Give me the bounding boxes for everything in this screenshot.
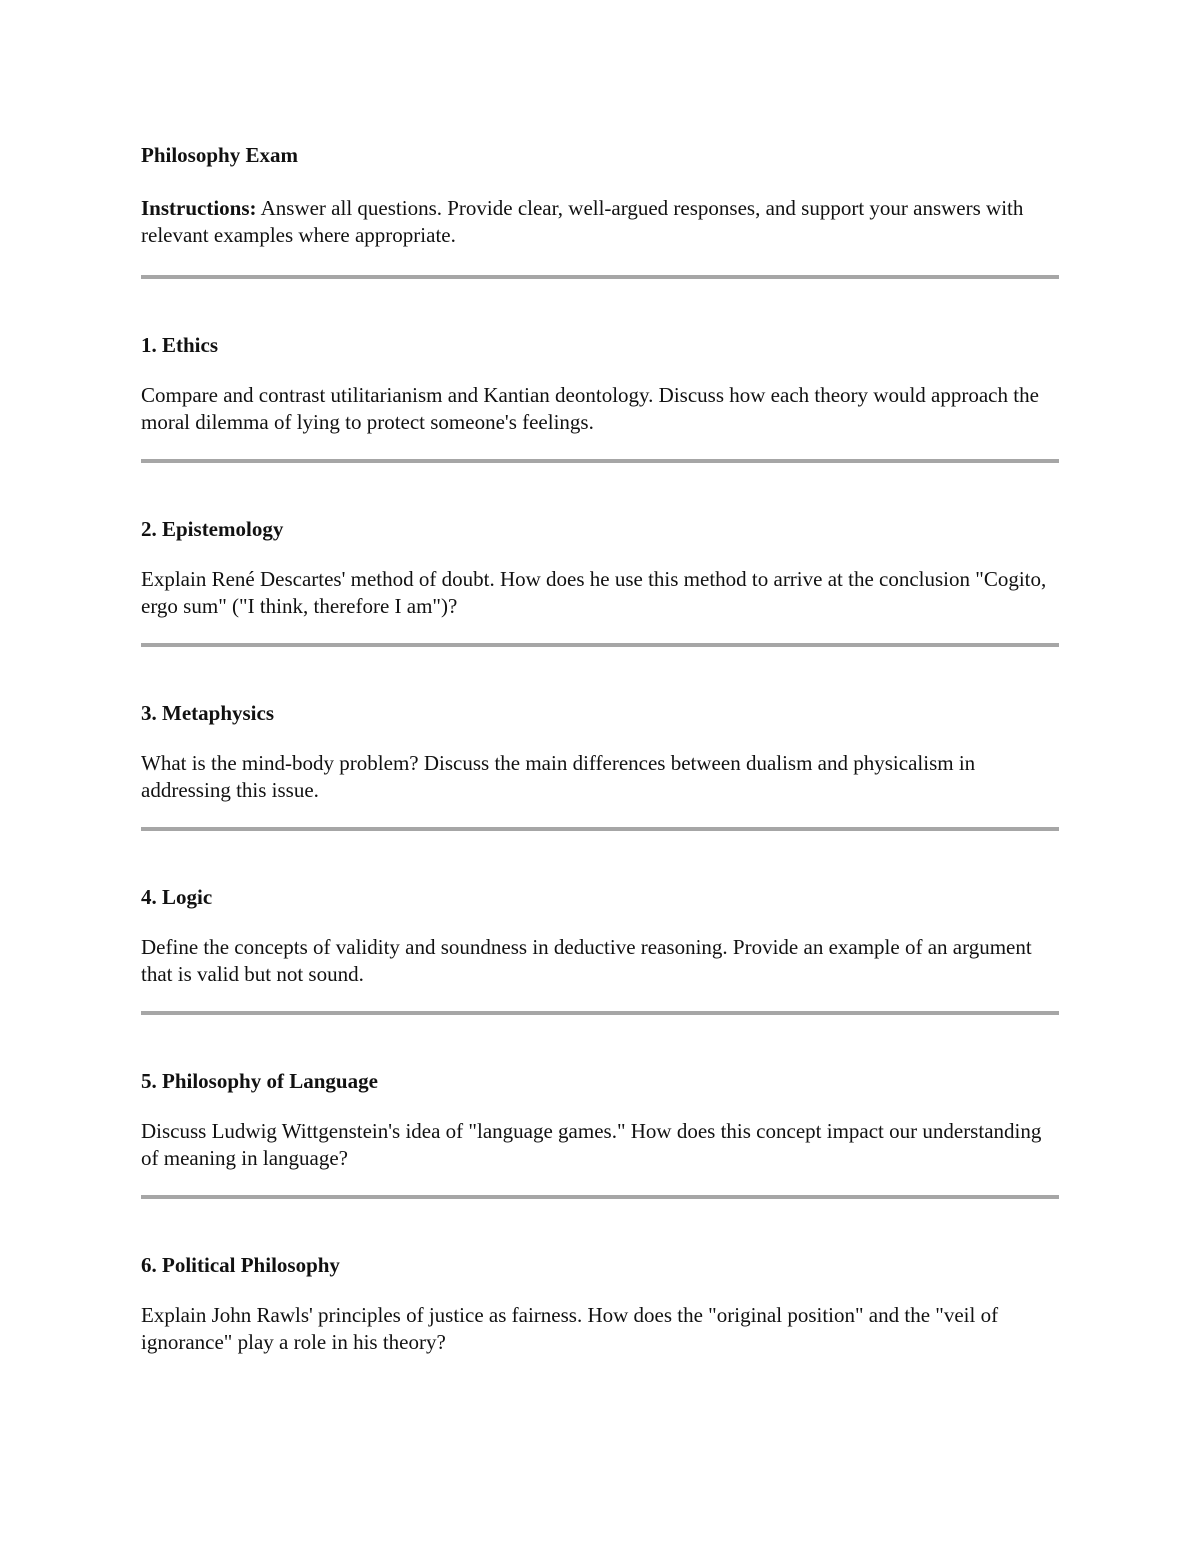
question-heading xyxy=(141,1250,1059,1280)
question-4 xyxy=(141,831,1059,1011)
instructions-paragraph xyxy=(141,195,1059,249)
question-heading xyxy=(141,330,1059,360)
question-text: Explain John Rawls' principles of justice as fairness. How does the "original position" and the "veil of ignorance" play a role in his theory? xyxy=(141,1303,999,1354)
question-text: What is the mind-body problem? Discuss the main differences between dualism and physicalism in addressing this issue. xyxy=(141,751,976,802)
question-number: 5. xyxy=(141,1069,157,1093)
question-topic: Metaphysics xyxy=(162,701,274,725)
question-5 xyxy=(141,1015,1059,1195)
question-number: 3. xyxy=(141,701,157,725)
question-heading xyxy=(141,1066,1059,1096)
question-number: 1. xyxy=(141,333,157,357)
question-1 xyxy=(141,279,1059,459)
question-3 xyxy=(141,647,1059,827)
question-heading xyxy=(141,698,1059,728)
question-heading xyxy=(141,514,1059,544)
question-6 xyxy=(141,1199,1059,1379)
question-topic: Epistemology xyxy=(162,517,284,541)
question-text: Define the concepts of validity and soundness in deductive reasoning. Provide an example of an argument that is valid but not sound. xyxy=(141,935,1032,986)
question-2 xyxy=(141,463,1059,643)
question-topic: Political Philosophy xyxy=(162,1253,340,1277)
page-title: Philosophy Exam xyxy=(141,143,298,167)
question-topic: Logic xyxy=(162,885,213,909)
question-number: 4. xyxy=(141,885,157,909)
question-topic: Ethics xyxy=(162,333,219,357)
question-number: 2. xyxy=(141,517,157,541)
question-number: 6. xyxy=(141,1253,157,1277)
instructions-text: Answer all questions. Provide clear, well-argued responses, and support your answers with relevant examples where appropriate. xyxy=(141,196,1024,247)
instructions-label: Instructions: xyxy=(141,196,257,220)
exam-document xyxy=(141,140,1059,1379)
question-topic: Philosophy of Language xyxy=(162,1069,378,1093)
question-heading xyxy=(141,882,1059,912)
question-text: Discuss Ludwig Wittgenstein's idea of "language games." How does this concept impact our understanding of meaning in language? xyxy=(141,1119,1042,1170)
question-text: Explain René Descartes' method of doubt. How does he use this method to arrive at the conclusion "Cogito, ergo sum" ("I think, therefore I am")? xyxy=(141,567,1047,618)
question-text: Compare and contrast utilitarianism and Kantian deontology. Discuss how each theory would approach the moral dilemma of lying to protect someone's feelings. xyxy=(141,383,1039,434)
